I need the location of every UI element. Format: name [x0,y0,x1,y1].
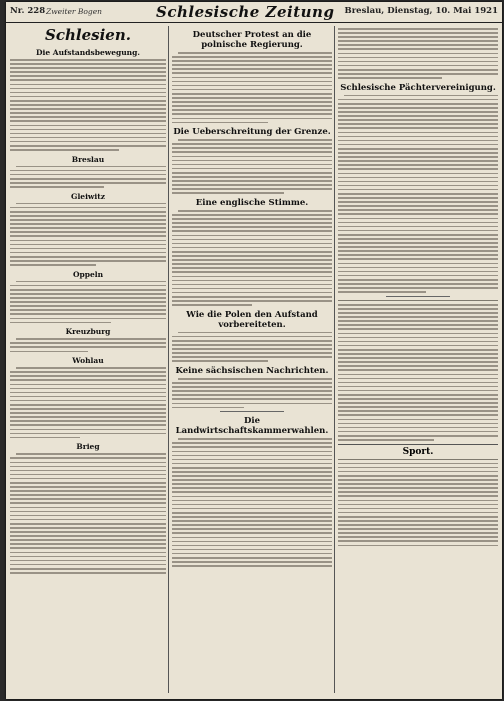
article-body [10,281,166,324]
article-body [10,59,166,151]
article-heading: Breslau [71,154,105,164]
article-body [172,438,332,567]
article-heading: Wie die Polen den Aufstand vorbereiteten. [186,309,318,330]
article-heading: Keine sächsischen Nachrichten. [175,366,329,376]
article-heading: Die Landwirtschaftskammerwahlen. [175,416,329,437]
column-3 [338,26,498,695]
sport-heading: Sport. [338,444,498,457]
article-heading: Schlesische Pächtervereinigung. [340,82,496,93]
article-heading: Kreuzburg [65,327,111,337]
issue-number: Nr. 228 [10,6,46,16]
article-body [172,210,332,306]
column-2 [172,26,332,695]
article-heading: Eine englische Stimme. [195,198,309,208]
article-body [10,367,166,438]
article-body [338,300,498,441]
article-body [10,203,166,266]
section-title: Schlesien. [45,26,131,44]
article-heading: Gleiwitz [71,191,105,201]
article-heading: Die Aufstandsbewegung. [36,48,140,57]
article-body [338,95,498,293]
article-heading: Die Ueberschreitung der Grenze. [173,127,331,138]
article-body [10,166,166,188]
article-body [10,453,166,573]
article-body [172,139,332,194]
article-heading: Brieg [76,442,100,452]
divider [220,411,284,412]
article-body [172,378,332,408]
article-heading: Wohlau [72,356,104,366]
article-body [338,459,498,547]
edition-label: Zweiter Bogen [46,7,102,16]
article-heading: Deutscher Protest an die polnische Regierung. [192,30,312,50]
masthead [6,2,502,23]
article-body [10,338,166,352]
newspaper-page [6,2,502,699]
column-1 [10,26,166,695]
dateline: Breslau, Dienstag, 10. Mai 1921 [344,6,498,16]
article-body [172,52,332,123]
divider [386,296,450,297]
article-heading: Oppeln [72,269,104,279]
article-body [172,332,332,362]
article-body [338,28,498,79]
column-rule [168,26,169,693]
column-rule [334,26,335,693]
newspaper-title: Schlesische Zeitung [156,3,335,21]
